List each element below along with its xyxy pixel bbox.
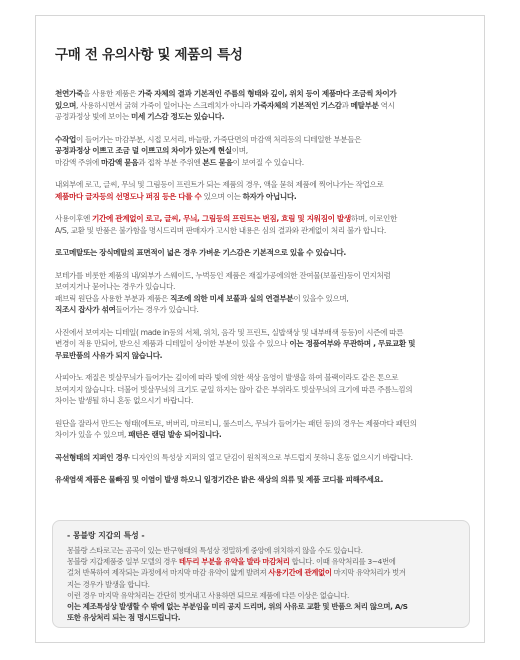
- notice-line: [67, 590, 408, 601]
- paragraph-line: [55, 395, 470, 407]
- body-text: 이며,: [231, 146, 248, 156]
- paragraph-line: [55, 213, 470, 225]
- body-text: 이런 경우 마지막 유약처리는 간단히 벗겨내고 사용하면 되므로 제품에 다른 이상은 없습니다.: [67, 590, 349, 600]
- notice-line: [67, 556, 408, 567]
- emphasis-bold-text: 메탈부분: [350, 100, 379, 110]
- paragraph-line: [55, 452, 470, 464]
- body-text: 역시: [378, 100, 395, 110]
- paragraph-line: [55, 270, 470, 282]
- body-text: 들어가는 경우가 있습니다.: [115, 305, 199, 315]
- body-text: 과: [341, 100, 351, 110]
- body-text: 공정과정상 빛에 보이는: [55, 112, 132, 122]
- emphasis-bold-text: 로고메탈또는 장식메탈의 표면적이 넓은 경우 가벼운 기스감은 기본적으로 있을 수 있습니다.: [55, 248, 346, 258]
- body-text: 을 사용한 제품은: [82, 89, 139, 98]
- emphasis-bold-text: 천연가죽: [55, 89, 83, 98]
- emphasis-bold-text: 가죽 자체의 결과 기본적인 주름의 형태와 깊이, 위치 등이 제품마다 조금씩 차이가: [138, 89, 397, 98]
- body-text: 과 접착 부분 주위엔: [138, 157, 203, 167]
- notice-document: [35, 15, 485, 643]
- body-text: 이 있을수 있으며,: [293, 293, 349, 303]
- notice-paragraph: [55, 327, 470, 362]
- paragraph-line: [55, 225, 470, 237]
- body-text: 보여지거나 묻어나는 경우가 있습니다.: [55, 282, 176, 292]
- emphasis-bold-text: 미세 기스감 정도는 있습니다.: [131, 112, 225, 122]
- notice-line: [67, 545, 408, 556]
- emphasis-bold-text: 직조에 의한 미세 보풀과 실의 연결부분: [170, 293, 294, 303]
- emphasis-bold-text: 하자가 아닙니다.: [242, 191, 297, 201]
- notice-line: [67, 612, 408, 623]
- body-text: 지는 경우가 발생을 합니다.: [67, 579, 150, 589]
- emphasis-red-text: 제품마다 글자등의 선명도나 퍼짐 등은 다를 수: [55, 191, 202, 201]
- body-text: 몽블랑 스타로고는 곰곡이 있는 반구형태의 특성상 정밀하게 중앙에 위치하지 않을 수도 있습니다.: [67, 546, 363, 555]
- notice-paragraph: [55, 474, 470, 486]
- body-text: A/S, 교환 및 반품은 불가함을 명시드리며 판매자가 고시한 내용은 심의 결과와 관계없이 처리 불가 합니다.: [55, 225, 386, 235]
- body-text: 사진에서 보여지는 디테일( made in등의 서체, 위치, 음각 및 프린트, 실밥색상 및 내부배색 등등)이 시즌에 따른: [55, 327, 404, 337]
- body-text: 보여지지 않습니다. 더불어 빗살무늬의 크기도 균일 하지는 않아 같은 부위라도 빗살무늬의 크기에 따른 주름느낌의: [55, 384, 413, 394]
- notice-line: [67, 567, 408, 578]
- paragraph-line: [55, 145, 470, 157]
- body-text: 걸쳐 반복하여 제작되는 과정에서 마지막 마감 유약이 얇게 발려져: [67, 568, 269, 578]
- emphasis-bold-text: 직조시 잡사가 섞여: [55, 305, 116, 315]
- emphasis-bold-text: 유색염색 제품은 물빠짐 및 이염이 발생 하오니 일정기간은 밝은 색상의 의류 및 제품 코디를 피해주세요.: [55, 475, 384, 485]
- paragraph-line: [55, 111, 470, 123]
- body-text: 패브릭 원단을 사용한 부분과 제품은: [55, 293, 171, 303]
- notice-paragraph: [55, 88, 470, 123]
- body-text: 몽블랑 지갑제품중 일부 모델의 경우: [67, 557, 179, 567]
- body-text: 사용이후엔: [55, 214, 92, 224]
- notice-paragraph: [55, 418, 470, 441]
- emphasis-bold-text: 있으며: [55, 100, 76, 110]
- body-text: 이 들어가는 마감부분, 시접 모서리, 바늘땀, 가죽단면의 마감액 처리등의 디테일한 부분들은: [75, 134, 362, 144]
- body-text: 디자인의 특성상 지퍼의 열고 닫김이 원칙적으로 부드럽지 못하니 혼동 없으시기 바랍니다.: [129, 452, 413, 462]
- notice-paragraph: [55, 179, 470, 202]
- paragraph-line: [55, 157, 470, 169]
- emphasis-bold-text: 이는 제조특성상 발생할 수 밖에 없는 부분임을 미리 공지 드리며, 위의 사유로 교환 및 반품으 처리 않으며, A/S: [67, 602, 408, 612]
- emphasis-bold-text: 수작업: [55, 134, 76, 144]
- body-text: 이 보여질 수 있습니다.: [232, 157, 304, 167]
- paragraph-line: [55, 474, 470, 486]
- paragraph-line: [55, 179, 470, 191]
- emphasis-bold-text: 패턴은 랜덤 발송 되어집니다.: [128, 430, 222, 440]
- emphasis-red-text: 테두리 부분을 유약을 발라 마감처리: [178, 557, 290, 567]
- body-text: 차이는 발생될 하니 혼동 없으시기 바랍니다.: [55, 396, 194, 406]
- emphasis-red-text: 기간에 관계없이 로고, 글씨, 무늬, 그림등의 프린트는 번짐, 흐림 및 지워짐이 발생: [92, 214, 351, 224]
- emphasis-bold-text: 가죽자체의 기본적인 기스감: [253, 100, 342, 110]
- emphasis-bold-text: 공정과정상 이쁘고 조금 덜 이쁘고의 차이가 있는게 현실: [55, 146, 232, 156]
- body-text: 마지막 유약처리가 벗겨: [331, 568, 406, 578]
- paragraph-line: [55, 372, 470, 384]
- paragraph-line: [55, 191, 470, 203]
- body-text: 마감액 주위에: [55, 157, 102, 167]
- emphasis-bold-text: 또한 유상처리 되는 점 명시드립니다.: [67, 613, 181, 623]
- paragraph-line: [55, 293, 470, 305]
- body-text: 보테가를 비롯한 제품의 내/외부가 스웨이드, 누벅등인 제품은 재질가공에의한 잔여물(보풀린)등이 먼지처럼: [55, 270, 391, 280]
- emphasis-bold-text: 마감액 묻음: [101, 157, 139, 167]
- page-title: 구매 전 유의사항 및 제품의 특성: [55, 47, 243, 63]
- emphasis-bold-text: 무료반품의 사유가 되지 않습니다.: [55, 350, 163, 360]
- emphasis-bold-text: 이는 정품여부와 무관하며 , 무료교환 및: [289, 339, 416, 349]
- paragraph-line: [55, 429, 470, 441]
- notice-paragraph: [55, 270, 470, 316]
- notice-paragraphs: [55, 88, 470, 497]
- emphasis-red-text: 사용기간에 관계없이: [268, 568, 332, 578]
- emphasis-bold-text: 곡선형태의 지퍼인 경우: [55, 452, 130, 462]
- paragraph-line: [55, 327, 470, 339]
- body-text: 차이가 있을 수 있으며,: [55, 430, 129, 440]
- body-text: 사피아노 재질은 빗살무늬가 들어가는 깊이에 따라 빛에 의한 색상 음영이 발생을 하여 블랙이라도 같은 톤으로: [55, 373, 399, 383]
- notice-paragraph: [55, 213, 470, 236]
- paragraph-line: [55, 304, 470, 316]
- notice-line: [67, 579, 408, 590]
- montblanc-notice-box: [52, 520, 470, 628]
- body-text: 변경이 적용 만되어, 받으신 제품과 디테일이 상이한 부분이 있을 수 있으나: [55, 339, 290, 349]
- notice-paragraph: [55, 372, 470, 407]
- notice-paragraph: [55, 247, 470, 259]
- body-text: 원단을 잘라서 만드는 형태(에트로, 버버리, 마르티니, 룰스미스, 무늬가 들어가는 패턴 등)의 경우는 제품마다 패턴의: [55, 418, 417, 428]
- emphasis-bold-text: 본드 묻음: [202, 157, 233, 167]
- body-text: 하며, 이로인한: [350, 214, 397, 224]
- notice-line: [67, 601, 408, 612]
- body-text: 있으며 이는: [201, 191, 243, 201]
- paragraph-line: [55, 418, 470, 430]
- body-text: 합니다. 이때 유약처리를 3~4번에: [289, 557, 396, 567]
- paragraph-line: [55, 247, 470, 259]
- paragraph-line: [55, 338, 470, 350]
- paragraph-line: [55, 134, 470, 146]
- notice-paragraph: [55, 134, 470, 169]
- paragraph-line: [55, 350, 470, 362]
- body-text: , 사용하시면서 굵혀 가죽이 일어나는 스크레치가 아니라: [75, 100, 254, 110]
- paragraph-line: [55, 100, 470, 112]
- paragraph-line: [55, 281, 470, 293]
- paragraph-line: [55, 384, 470, 396]
- notice-paragraph: [55, 452, 470, 464]
- notice-box-body: [67, 545, 408, 623]
- notice-box-title: - 몽블랑 지갑의 특성 -: [67, 531, 145, 540]
- body-text: 내외부에 로고, 글씨, 무늬 및 그림등이 프린트가 되는 제품의 경우, 액을 묻혀 제품에 찍어나가는 작업으로: [55, 180, 384, 190]
- paragraph-line: [55, 88, 470, 100]
